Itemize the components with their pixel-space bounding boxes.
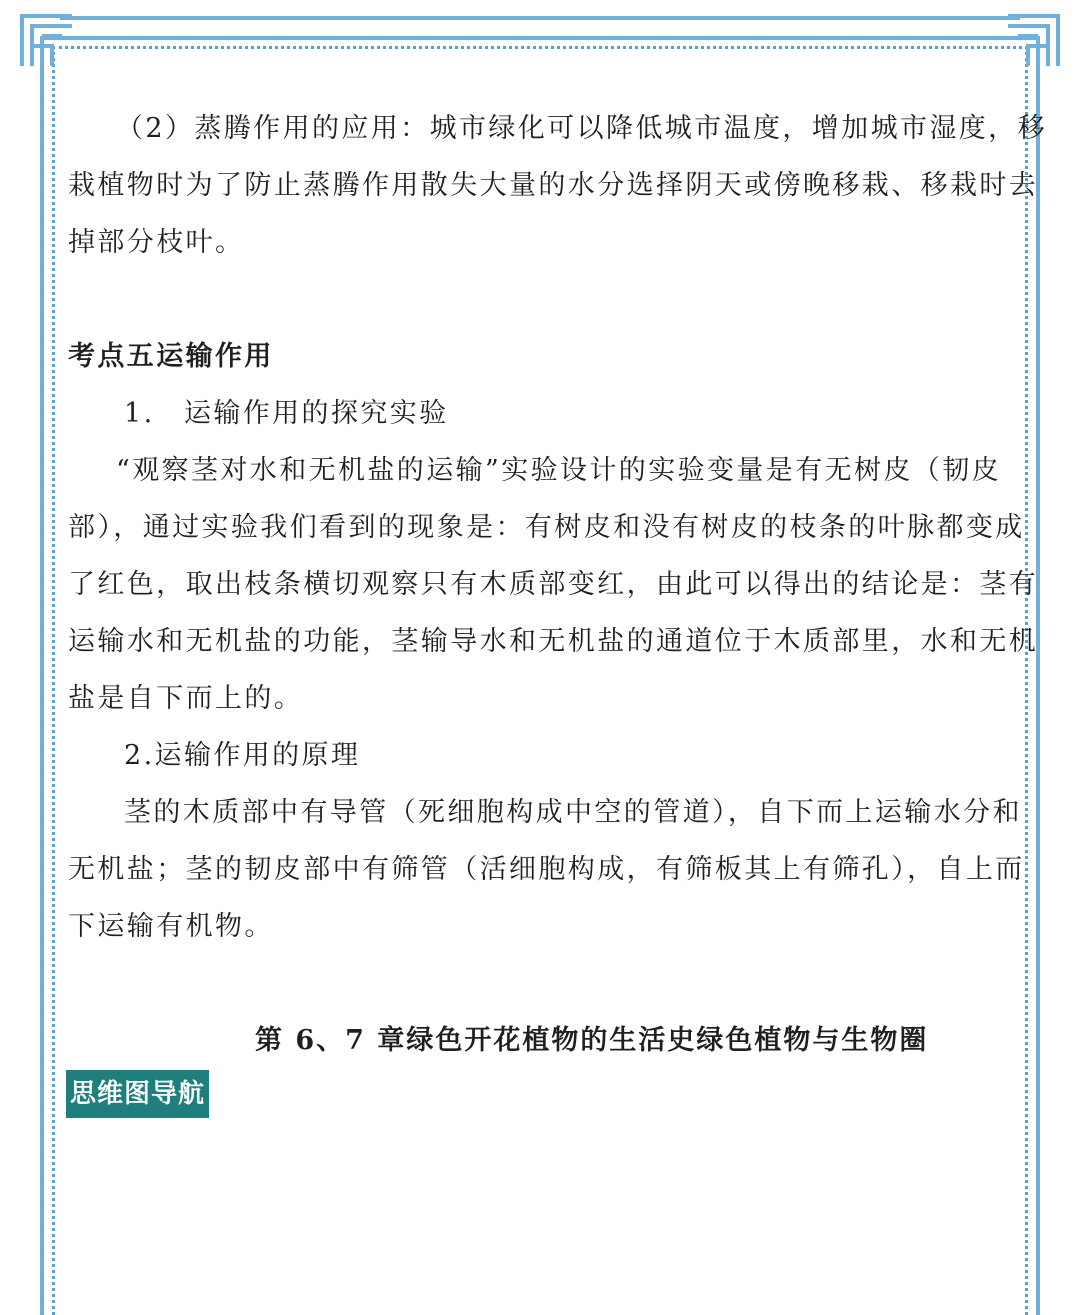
paragraph-line: “观察茎对水和无机盐的运输”实验设计的实验变量是有无树皮（韧皮 <box>116 455 1002 486</box>
paragraph-line: 掉部分枝叶。 <box>68 227 245 258</box>
paragraph-line: 无机盐；茎的韧皮部中有筛管（活细胞构成，有筛板其上有筛孔），自上而 <box>68 854 1025 885</box>
chapter-title: 第 6、7 章绿色开花植物的生活史绿色植物与生物圈 <box>255 1025 929 1056</box>
section-heading: 考点五运输作用 <box>68 341 274 372</box>
paragraph-line: （2）蒸腾作用的应用：城市绿化可以降低城市温度，增加城市湿度，移 <box>116 113 1047 144</box>
paragraph-line: 运输水和无机盐的功能，茎输导水和无机盐的通道位于木质部里，水和无机 <box>68 626 1039 657</box>
list-item-heading: 2.运输作用的原理 <box>124 740 361 771</box>
mindmap-nav-badge: 思维图导航 <box>66 1070 209 1118</box>
paragraph-line: 了红色，取出枝条横切观察只有木质部变红，由此可以得出的结论是：茎有 <box>68 569 1039 600</box>
paragraph-line: 栽植物时为了防止蒸腾作用散失大量的水分选择阴天或傍晚移栽、移栽时去 <box>68 170 1039 201</box>
list-item-heading: 1. 运输作用的探究实验 <box>124 398 449 429</box>
paragraph-line: 盐是自下而上的。 <box>68 683 304 714</box>
paragraph-line: 下运输有机物。 <box>68 911 274 942</box>
paragraph-line: 部），通过实验我们看到的现象是：有树皮和没有树皮的枝条的叶脉都变成 <box>68 512 1025 543</box>
paragraph-line: 茎的木质部中有导管（死细胞构成中空的管道），自下而上运输水分和 <box>124 797 1022 828</box>
